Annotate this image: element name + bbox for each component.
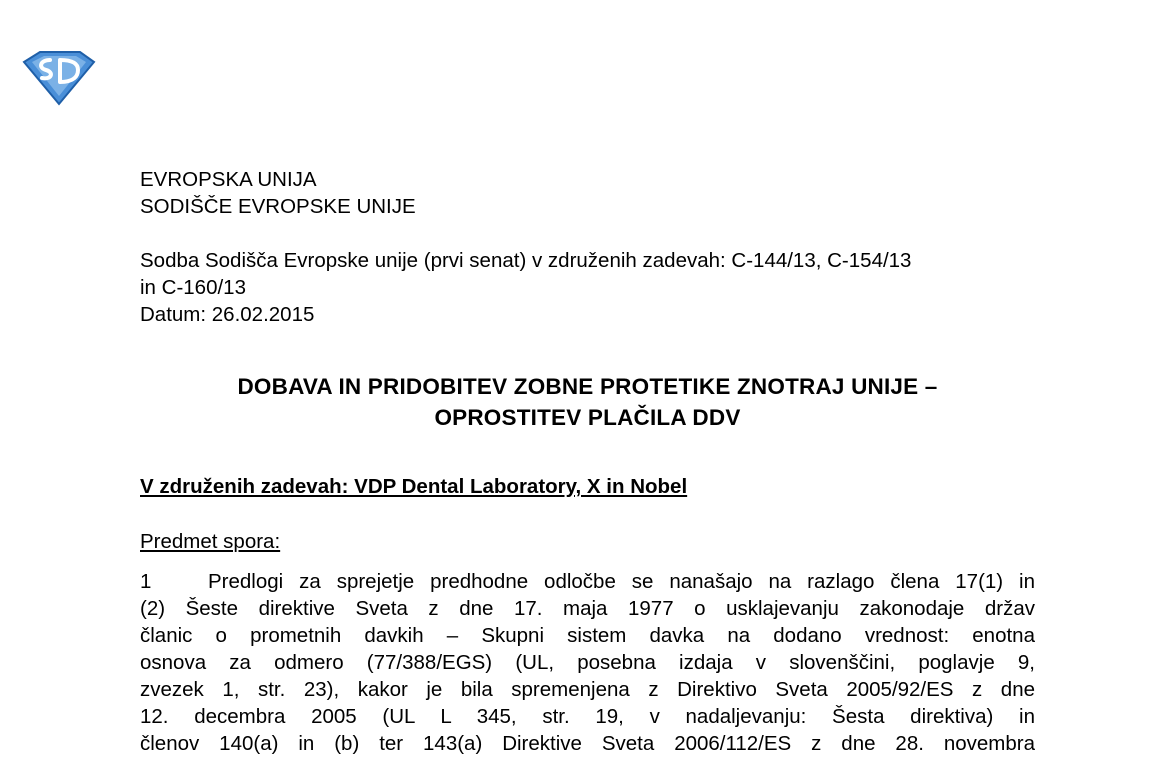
paragraph-1 <box>140 568 1035 757</box>
court-header <box>140 166 1035 220</box>
judgment-date: Datum: 26.02.2015 <box>140 303 315 326</box>
paragraph-line: (2) Šeste direktive Sveta z dne 17. maja 1977 o usklajevanju zakonodaje držav <box>140 597 1035 620</box>
judgment-line-2: in C-160/13 <box>140 276 246 299</box>
document-title <box>140 371 1035 433</box>
paragraph-line: osnova za odmero (77/388/EGS) (UL, posebna izdaja v slovenščini, poglavje 9, <box>140 651 1035 674</box>
subject-heading: Predmet spora: <box>140 530 281 553</box>
header-line-court: SODIŠČE EVROPSKE UNIJE <box>140 195 416 218</box>
header-line-eu: EVROPSKA UNIJA <box>140 168 317 191</box>
paragraph-line: 12. decembra 2005 (UL L 345, str. 19, v nadaljevanju: Šesta direktiva) in <box>140 705 1035 728</box>
paragraph-line: članic o prometnih davkih – Skupni sistem davka na dodano vrednost: enotna <box>140 624 1035 647</box>
paragraph-line: členov 140(a) in (b) ter 143(a) Direktive Sveta 2006/112/ES z dne 28. novembra <box>140 732 1035 755</box>
title-line-1: DOBAVA IN PRIDOBITEV ZOBNE PROTETIKE ZNOTRAJ UNIJE – <box>237 374 938 399</box>
paragraph-line: zvezek 1, str. 23), kakor je bila spremenjena z Direktivo Sveta 2005/92/ES z dne <box>140 678 1035 701</box>
judgment-line-1: Sodba Sodišča Evropske unije (prvi senat) v združenih zadevah: C-144/13, C-154/13 <box>140 249 912 272</box>
case-title: V združenih zadevah: VDP Dental Laboratory, X in Nobel <box>140 475 688 498</box>
paragraph-number: 1 <box>140 570 152 593</box>
logo-sd-icon <box>22 48 96 106</box>
judgment-info <box>140 247 1035 328</box>
title-line-2: OPROSTITEV PLAČILA DDV <box>434 405 741 430</box>
document-body <box>140 166 1035 757</box>
paragraph-line-text: Predlogi za sprejetje predhodne odločbe se nanašajo na razlago člena 17(1) in <box>208 570 1035 593</box>
paragraph-line <box>140 568 1035 595</box>
